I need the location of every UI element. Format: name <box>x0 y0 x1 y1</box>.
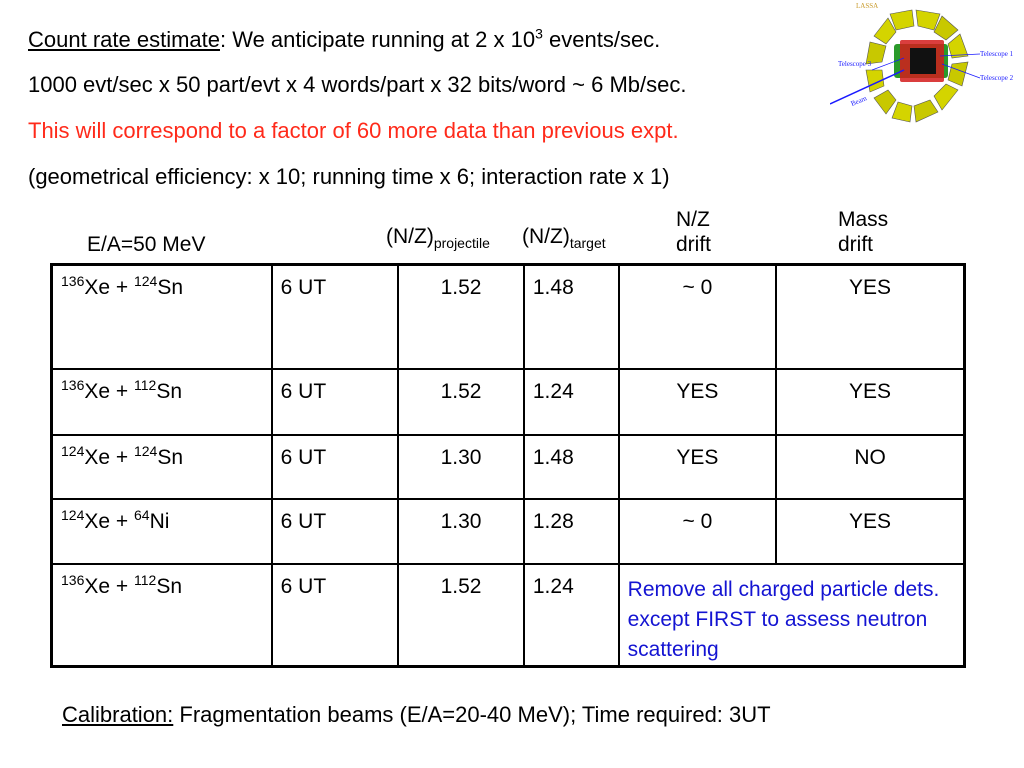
projectile-symbol: Xe + <box>84 509 134 533</box>
nz-drift-header <box>676 207 711 257</box>
nz-drift-cell: ~ 0 <box>619 499 776 564</box>
table-row <box>52 435 965 499</box>
reaction-cell <box>52 369 272 435</box>
projectile-mass: 136 <box>61 571 85 588</box>
nz-projectile-sub: projectile <box>433 235 490 252</box>
inner-detector <box>910 48 936 74</box>
mass-drift-header <box>838 207 888 257</box>
nz-target-sub: target <box>569 235 606 252</box>
target-mass: 124 <box>133 442 158 459</box>
target-symbol: Sn <box>156 574 182 598</box>
nz-projectile-cell: 1.30 <box>398 435 524 499</box>
mass-drift-header-line2: drift <box>838 233 874 256</box>
time-cell: 6 UT <box>272 369 399 435</box>
count-rate-line <box>28 27 660 53</box>
time-cell: 6 UT <box>272 499 399 564</box>
calibration-text: Fragmentation beams (E/A=20-40 MeV); Time required: 3UT <box>173 702 771 727</box>
note-cell: Remove all charged particle dets. except FIRST to assess neutron scattering <box>619 564 965 667</box>
telescope3-label: Telescope 3 <box>838 60 872 68</box>
nz-target-cell: 1.24 <box>524 369 619 435</box>
mass-drift-cell: NO <box>776 435 964 499</box>
count-rate-label: Count rate estimate <box>28 27 220 52</box>
data-rate-line: 1000 evt/sec x 50 part/evt x 4 words/part x 32 bits/word ~ 6 Mb/sec. <box>28 72 687 97</box>
time-cell: 6 UT <box>272 265 399 369</box>
target-mass: 64 <box>133 506 150 523</box>
telescope1-label: Telescope 1 <box>980 50 1014 58</box>
table-row <box>52 265 965 369</box>
mass-drift-cell: YES <box>776 499 964 564</box>
time-cell: 6 UT <box>272 564 399 667</box>
lassa-detector-figure <box>830 0 1024 140</box>
reaction-table <box>50 263 966 668</box>
reaction-cell <box>52 265 272 369</box>
target-symbol: Sn <box>157 276 184 299</box>
projectile-mass: 124 <box>61 506 85 523</box>
target-mass: 112 <box>133 571 157 588</box>
calibration-label: Calibration: <box>62 702 174 727</box>
beam-label: Beam <box>849 94 868 108</box>
table-row <box>52 369 965 435</box>
reaction-cell <box>52 435 272 499</box>
target-symbol: Sn <box>156 379 182 403</box>
projectile-symbol: Xe + <box>84 276 134 299</box>
nz-projectile-cell: 1.52 <box>398 369 524 435</box>
projectile-symbol: Xe + <box>84 574 134 598</box>
data-factor-line: This will correspond to a factor of 60 more data than previous expt. <box>28 118 679 143</box>
projectile-mass: 124 <box>61 442 85 459</box>
figure-title: LASSA <box>856 2 879 10</box>
count-rate-text-b: events/sec. <box>542 27 661 52</box>
mass-drift-cell: YES <box>776 369 964 435</box>
nz-projectile-header <box>386 224 490 252</box>
target-mass: 124 <box>133 273 158 289</box>
projectile-mass: 136 <box>61 273 85 289</box>
nz-projectile-cell: 1.52 <box>398 564 524 667</box>
nz-projectile-cell: 1.30 <box>398 499 524 564</box>
mass-drift-cell: YES <box>776 265 964 369</box>
nz-target-base: (N/Z) <box>522 225 570 248</box>
table-row <box>52 499 965 564</box>
nz-drift-header-line2: drift <box>676 233 712 256</box>
nz-drift-header-line1: N/Z <box>676 208 710 231</box>
projectile-symbol: Xe + <box>84 445 134 469</box>
reaction-cell <box>52 499 272 564</box>
time-cell: 6 UT <box>272 435 399 499</box>
nz-target-cell: 1.24 <box>524 564 619 667</box>
calibration-line <box>62 702 771 728</box>
nz-drift-cell: ~ 0 <box>619 265 776 369</box>
target-mass: 112 <box>133 376 157 393</box>
nz-projectile-cell: 1.52 <box>398 265 524 369</box>
reaction-cell <box>52 564 272 667</box>
count-rate-text-a: : We anticipate running at 2 x 10 <box>219 27 536 52</box>
nz-target-header <box>522 224 606 252</box>
efficiency-line: (geometrical efficiency: x 10; running time x 6; interaction rate x 1) <box>28 164 670 189</box>
mass-drift-header-line1: Mass <box>838 208 889 231</box>
nz-drift-cell: YES <box>619 369 776 435</box>
table-row <box>52 564 965 667</box>
target-symbol: Ni <box>149 509 170 533</box>
telescope2-label: Telescope 2 <box>980 74 1014 82</box>
nz-target-cell: 1.28 <box>524 499 619 564</box>
energy-header: E/A=50 MeV <box>87 233 206 256</box>
projectile-symbol: Xe + <box>84 379 134 403</box>
nz-target-cell: 1.48 <box>524 435 619 499</box>
nz-drift-cell: YES <box>619 435 776 499</box>
projectile-mass: 136 <box>61 376 85 393</box>
nz-target-cell: 1.48 <box>524 265 619 369</box>
target-symbol: Sn <box>157 445 184 469</box>
nz-projectile-base: (N/Z) <box>386 225 434 248</box>
count-rate-exponent: 3 <box>535 25 543 42</box>
